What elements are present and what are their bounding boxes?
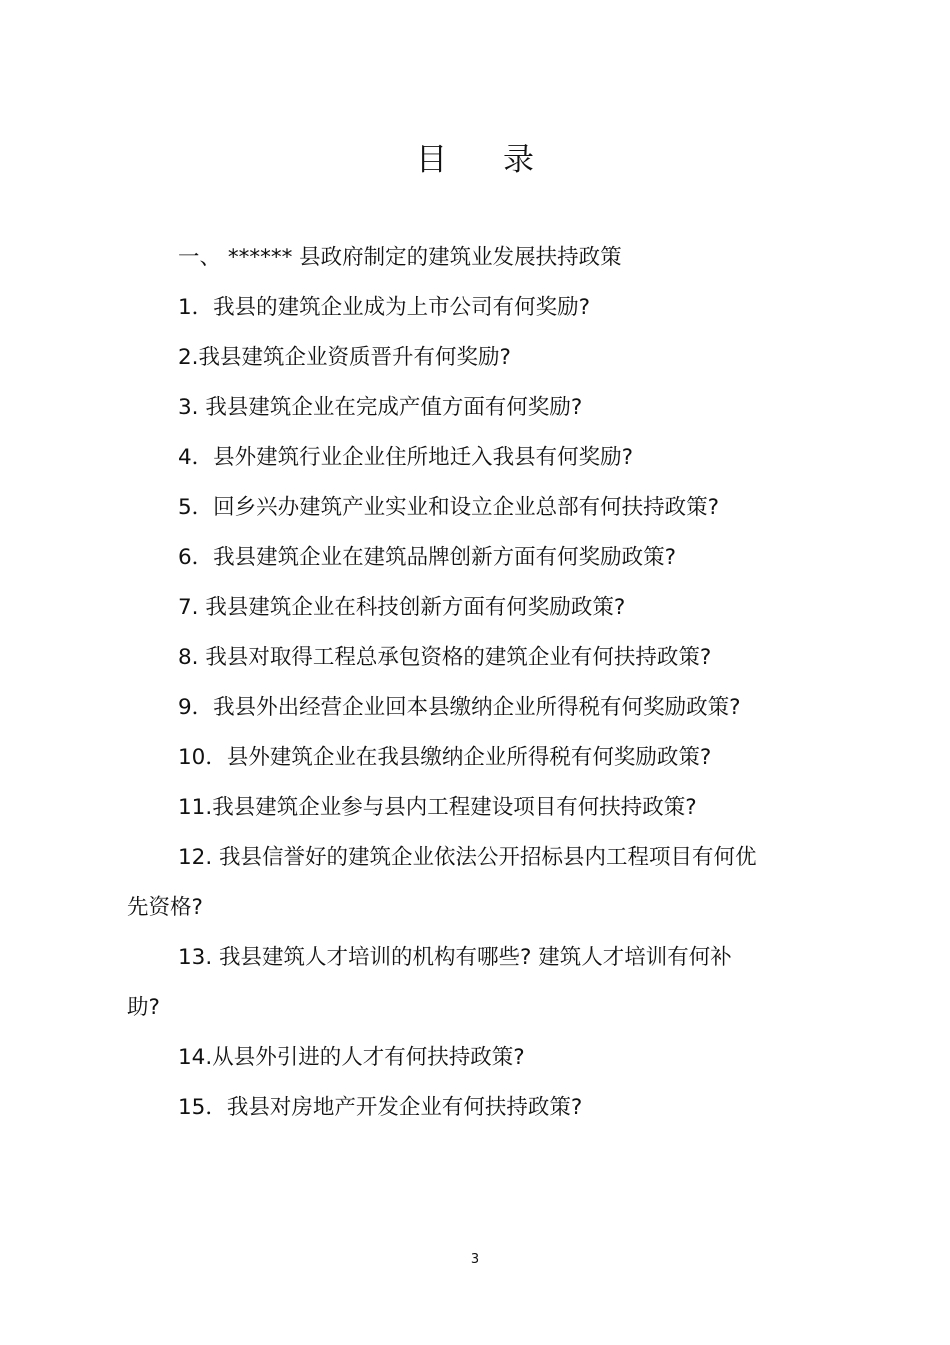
toc-entry-9: 9．我县外出经营企业回本县缴纳企业所得税有何奖励政策?: [178, 695, 741, 720]
page-number: 3: [470, 1252, 480, 1267]
toc-entry-13: 13. 我县建筑人才培训的机构有哪些? 建筑人才培训有何补助?: [127, 945, 732, 1020]
table-of-contents: [127, 233, 757, 1133]
toc-section-heading: 一、 ****** 县政府制定的建筑业发展扶持政策: [178, 245, 622, 270]
toc-entry-6: 6．我县建筑企业在建筑品牌创新方面有何奖励政策?: [178, 545, 677, 570]
toc-entry-2: 2.我县建筑企业资质晋升有何奖励?: [178, 345, 511, 370]
toc-entry-10: 10．县外建筑企业在我县缴纳企业所得税有何奖励政策?: [178, 745, 712, 770]
toc-entry-8: 8. 我县对取得工程总承包资格的建筑企业有何扶持政策?: [178, 645, 712, 670]
toc-entry-12: 12. 我县信誉好的建筑企业依法公开招标县内工程项目有何优先资格?: [127, 845, 757, 920]
toc-entry-7: 7. 我县建筑企业在科技创新方面有何奖励政策?: [178, 595, 626, 620]
toc-entry-1: 1．我县的建筑企业成为上市公司有何奖励?: [178, 295, 591, 320]
toc-entry-3: 3. 我县建筑企业在完成产值方面有何奖励?: [178, 395, 583, 420]
toc-entry-14: 14.从县外引进的人才有何扶持政策?: [178, 1045, 525, 1070]
page-title: 目录: [416, 142, 590, 178]
toc-entry-5: 5．回乡兴办建筑产业实业和设立企业总部有何扶持政策?: [178, 495, 720, 520]
toc-entry-15: 15．我县对房地产开发企业有何扶持政策?: [178, 1095, 583, 1120]
toc-entry-11: 11.我县建筑企业参与县内工程建设项目有何扶持政策?: [178, 795, 697, 820]
toc-entry-4: 4．县外建筑行业企业住所地迁入我县有何奖励?: [178, 445, 634, 470]
